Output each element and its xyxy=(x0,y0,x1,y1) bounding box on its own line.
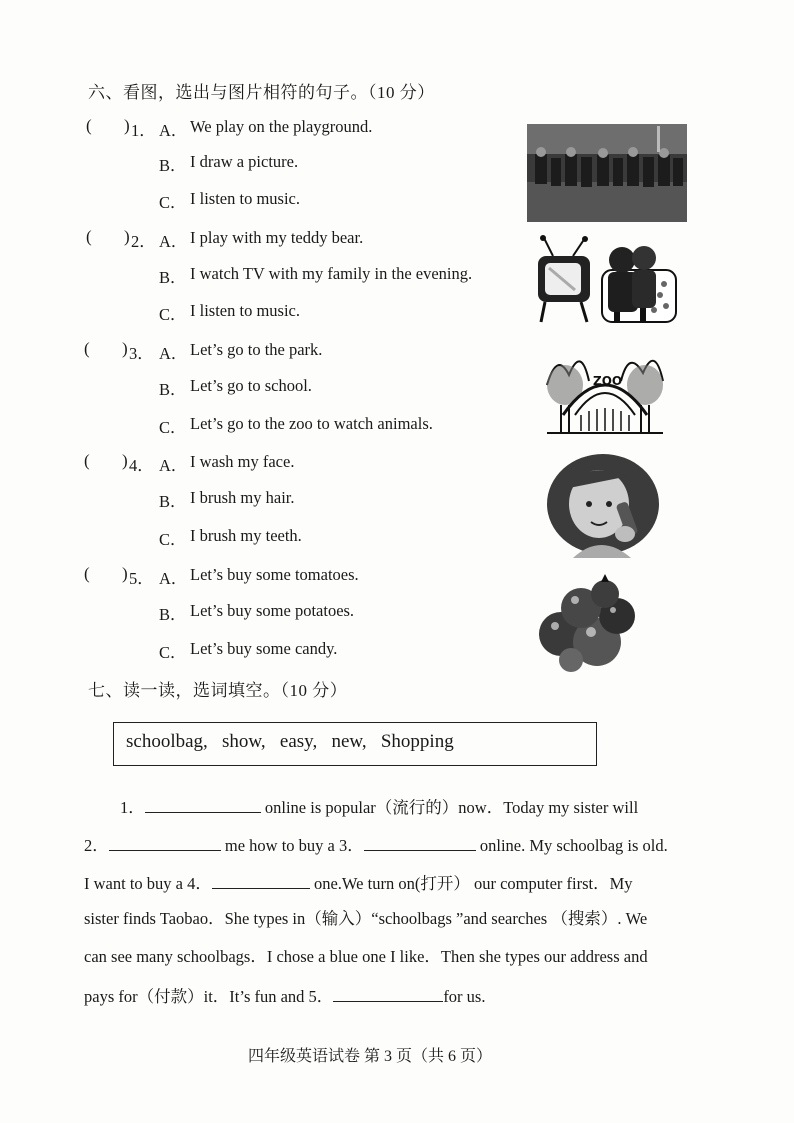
option-letter: A． xyxy=(159,569,188,588)
zoo-sign-text: ZOO xyxy=(593,374,623,388)
question-number: 4． xyxy=(129,456,154,475)
option-text: Let’s go to the park. xyxy=(190,340,323,359)
answer-paren-close: ) xyxy=(122,564,128,583)
option-letter: C． xyxy=(159,193,187,212)
option-letter: B． xyxy=(159,380,187,399)
question-number: 5． xyxy=(129,569,154,588)
option-text: I wash my face. xyxy=(190,452,295,471)
passage-text: I want to buy a 4． xyxy=(84,874,212,893)
option-text: Let’s go to the zoo to watch animals. xyxy=(190,414,433,433)
passage-text: pays for（付款）it．It’s fun and 5． xyxy=(84,987,334,1006)
blank-1[interactable] xyxy=(145,798,261,813)
answer-paren-open[interactable]: ( xyxy=(86,227,92,246)
tv-picture xyxy=(535,234,595,326)
option-letter: A． xyxy=(159,456,188,475)
answer-paren-open[interactable]: ( xyxy=(86,116,92,135)
question-number: 1． xyxy=(131,121,156,140)
passage-line-2 xyxy=(84,836,668,855)
page-footer: 四年级英语试卷 第 3 页（共 6 页） xyxy=(248,1048,493,1065)
passage-text: for us. xyxy=(443,987,486,1006)
answer-paren-open[interactable]: ( xyxy=(84,564,90,583)
option-letter: C． xyxy=(159,530,187,549)
option-text: We play on the playground. xyxy=(190,117,373,136)
section-7-title: 七、读一读，选词填空。（10 分） xyxy=(88,681,348,700)
tomatoes-picture xyxy=(535,572,639,672)
passage-line-4 xyxy=(84,911,647,928)
option-text: I draw a picture. xyxy=(190,152,299,171)
option-letter: A． xyxy=(159,232,188,251)
option-text: I watch TV with my family in the evening. xyxy=(190,264,473,283)
option-text: I brush my hair. xyxy=(190,488,295,507)
answer-paren-open[interactable]: ( xyxy=(84,451,90,470)
blank-label: 2． xyxy=(84,836,109,855)
option-letter: C． xyxy=(159,305,187,324)
question-number: 3． xyxy=(129,344,154,363)
option-letter: B． xyxy=(159,605,187,624)
word-bank-words: schoolbag, show, easy, new, Shopping xyxy=(126,731,454,752)
answer-paren-close: ) xyxy=(122,451,128,470)
option-text: I brush my teeth. xyxy=(190,526,302,545)
option-letter: C． xyxy=(159,643,187,662)
passage-line-6 xyxy=(84,987,485,1006)
option-text: Let’s buy some tomatoes. xyxy=(190,565,359,584)
answer-paren-close: ) xyxy=(124,116,130,135)
answer-paren-open[interactable]: ( xyxy=(84,339,90,358)
option-letter: B． xyxy=(159,492,187,511)
passage-line-1 xyxy=(120,798,638,817)
option-letter: A． xyxy=(159,121,188,140)
blank-label: 1． xyxy=(120,798,145,817)
option-text: I listen to music. xyxy=(190,301,300,320)
blank-3[interactable] xyxy=(364,836,476,851)
option-text: Let’s buy some potatoes. xyxy=(190,601,355,620)
blank-5[interactable] xyxy=(333,987,443,1002)
playground-photo xyxy=(527,124,687,222)
passage-text: sister finds Taobao．She types in（输入）“schoolbags ”and searches （搜索）. We xyxy=(84,909,648,928)
family-sofa-picture xyxy=(600,240,680,326)
option-text: I listen to music. xyxy=(190,189,300,208)
answer-paren-close: ) xyxy=(122,339,128,358)
answer-paren-close: ) xyxy=(124,227,130,246)
option-text: Let’s buy some candy. xyxy=(190,639,338,658)
passage-text: can see many schoolbags．I chose a blue one I like．Then she types our address and xyxy=(84,947,648,966)
word-bank-box xyxy=(113,722,597,766)
passage-line-5 xyxy=(84,949,648,966)
blank-4[interactable] xyxy=(212,874,310,889)
zoo-gate-picture xyxy=(543,345,667,437)
passage-text: online. My schoolbag is old. xyxy=(475,836,668,855)
question-number: 2． xyxy=(131,232,156,251)
option-text: Let’s go to school. xyxy=(190,376,312,395)
option-letter: B． xyxy=(159,156,187,175)
passage-text: me how to buy a 3． xyxy=(220,836,364,855)
option-text: I play with my teddy bear. xyxy=(190,228,364,247)
section-6-title: 六、看图，选出与图片相符的句子。（10 分） xyxy=(88,83,435,102)
passage-text: one.We turn on(打开） our computer first．My xyxy=(309,874,633,893)
passage-text: online is popular（流行的）now．Today my sister will xyxy=(260,798,639,817)
option-letter: A． xyxy=(159,344,188,363)
option-letter: C． xyxy=(159,418,187,437)
blank-2[interactable] xyxy=(109,836,221,851)
option-letter: B． xyxy=(159,268,187,287)
girl-brushing-hair-picture xyxy=(545,454,663,558)
passage-line-3 xyxy=(84,874,633,893)
